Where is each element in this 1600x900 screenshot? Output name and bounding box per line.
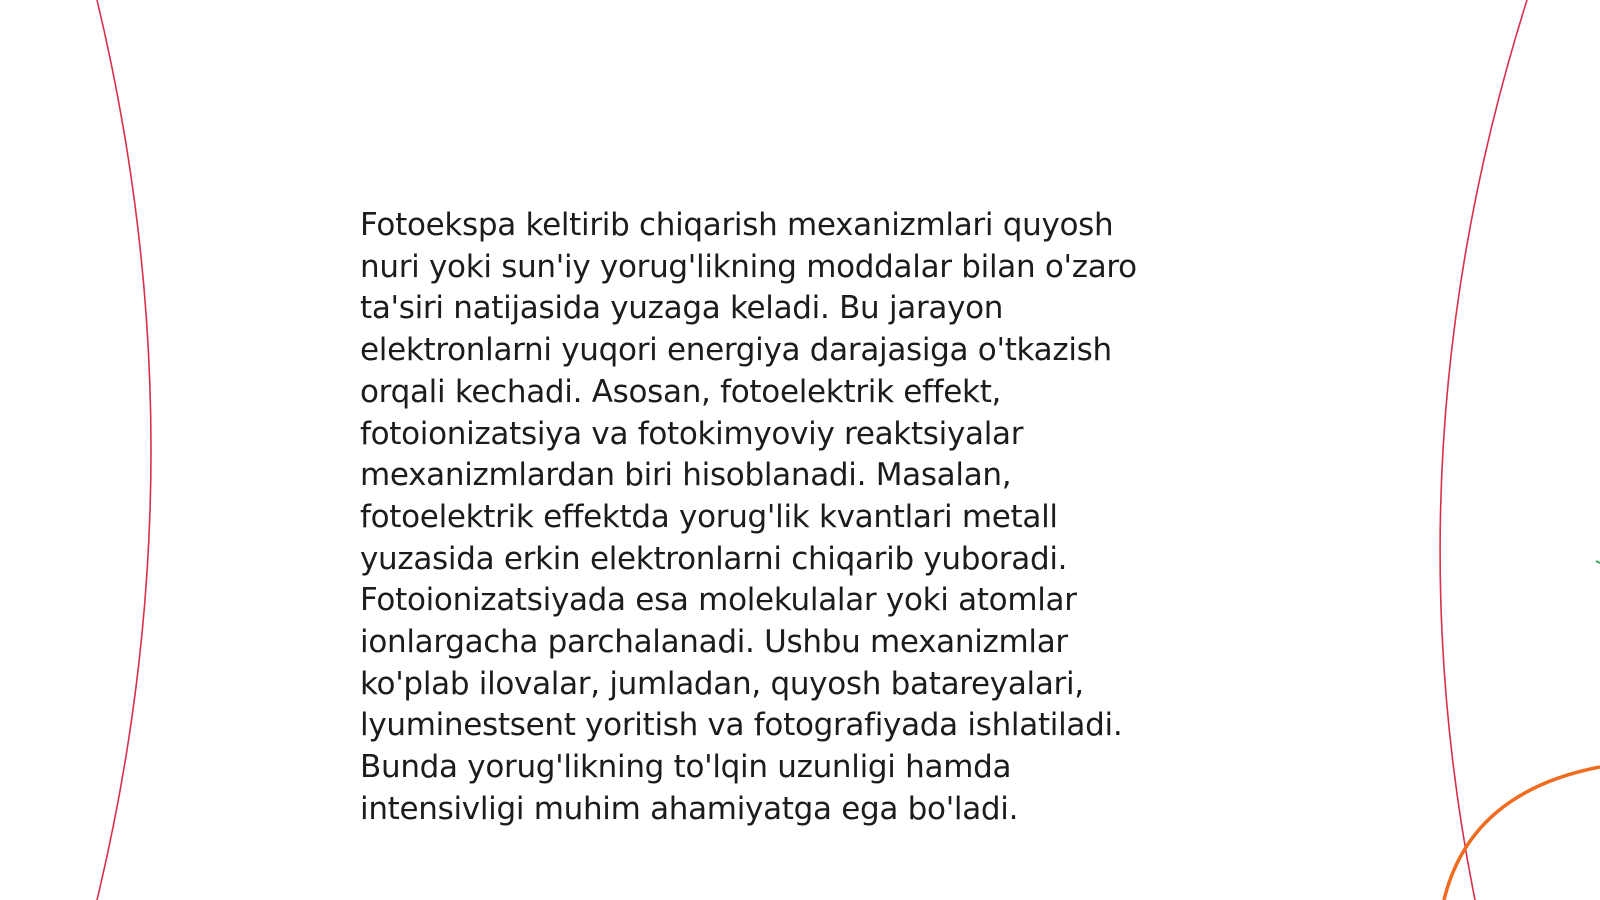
orange-arc — [1444, 767, 1600, 900]
green-tick — [1596, 561, 1600, 563]
right-curve-line — [1440, 0, 1527, 900]
left-curve-line — [97, 0, 151, 900]
body-paragraph: Fotoekspa keltirib chiqarish mexanizmlari quyosh nuri yoki sun'iy yorug'likning moddalar bilan o'zaro ta'siri natijasida yuzaga keladi. Bu jarayon elektronlarni yuqori energiya darajasiga o'tkazish orqali kechadi. Asosan, fotoelektrik effekt, fotoionizatsiya va fotokimyoviy reaktsiyalar mexanizmlardan biri hisoblanadi. Masalan, fotoelektrik effektda yorug'lik kvantlari metall yuzasida erkin elektronlarni chiqarib yuboradi. Fotoionizatsiyada esa molekulalar yoki atomlar ionlargacha parchalanadi. Ushbu mexanizmlar ko'plab ilovalar, jumladan, quyosh batareyalari, lyuminestsent yoritish va fotografiyada ishlatiladi. Bunda yorug'likning to'lqin uzunligi hamda intensivligi muhim ahamiyatga ega bo'ladi. — [360, 207, 1137, 827]
